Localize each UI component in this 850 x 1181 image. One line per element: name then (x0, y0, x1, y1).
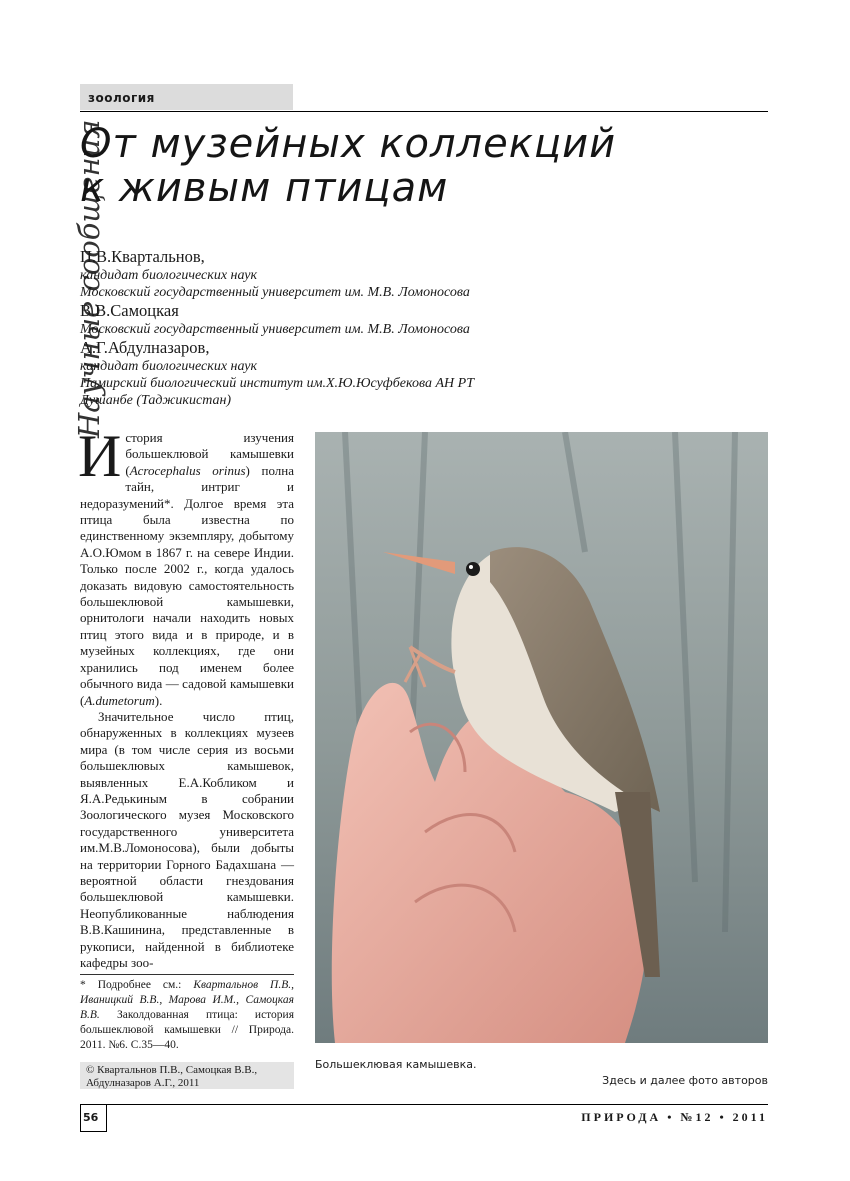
footnote (80, 978, 294, 1053)
page-number: 56 (83, 1111, 99, 1124)
photo-caption: Большеклювая камышевка. (315, 1058, 477, 1071)
author-name: А.Г.Абдулназаров, (80, 338, 210, 357)
title-line-1: От музейных коллекций (80, 121, 617, 167)
footnote-text: Заколдованная птица: история большеклювой камышевки // Природа. 2011. №6. С.35—40. (80, 1009, 294, 1051)
species-name: Acrocephalus orinus (129, 462, 246, 478)
copyright-box: © Квартальнов П.В., Самоцкая В.В., Абдулназаров А.Г., 2011 (80, 1062, 294, 1089)
photo-credit: Здесь и далее фото авторов (602, 1074, 768, 1087)
author-affiliation: Московский государственный университет им. М.В. Ломоносова (80, 322, 470, 337)
author-affiliation: Памирский биологический институт им.Х.Ю.Юсуфбекова АН РТ (80, 376, 474, 391)
article-title (80, 122, 760, 210)
paragraph-text: ) полна тайн, интриг и недоразумений*. Долгое время эта птица была известна по единственному экземпляру, добытому А.О.Юмом в 1867 г. на севере Индии. Только после 2002 г., когда удалось доказать видовую самостоятельность большеклювой камышевки, орнитологи начали находить новых птиц этого вида и в природе, и в музейных коллекциях, где они хранились под именем более обычного вида — садовой камышевки ( (80, 462, 294, 708)
footnote-rule (80, 974, 294, 975)
author-affiliation: кандидат биологических наук (80, 268, 258, 283)
drop-cap: И (78, 423, 122, 489)
section-label-vertical: Научные сообщения (72, 119, 106, 438)
article-body (78, 423, 294, 971)
paragraph-text: ). (154, 692, 163, 708)
paragraph-text: стория изучения большеклювой камышевки ( (125, 430, 294, 478)
journal-issue: ПРИРОДА • №12 • 2011 (581, 1110, 768, 1124)
author-name: П.В.Квартальнов, (80, 247, 205, 266)
paragraph-1 (78, 423, 294, 709)
author-name: В.В.Самоцкая (80, 301, 179, 320)
title-line-2: к живым птицам (80, 165, 449, 211)
bird-on-hand-illustration (315, 432, 768, 1043)
author-affiliation: кандидат биологических наук (80, 359, 258, 374)
authors-block (80, 247, 680, 409)
bird-photo (315, 432, 768, 1043)
footnote-prefix: * Подробнее см.: (80, 979, 194, 991)
footnote-authors: Квартальнов П.В., Иваницкий В.В., Марова И.М., Самоцкая В.В. (80, 979, 294, 1021)
top-rule (80, 111, 768, 112)
author-affiliation: Душанбе (Таджикистан) (80, 393, 232, 408)
paragraph-2: Значительное число птиц, обнаруженных в коллекциях музеев мира (в том числе серия из восьми большеклювых камышевок, выявленных Е.А.Кобликом и Я.А.Редькиным в собрании Зоологического музея Московского государственного университета им.М.В.Ломоносова), были добыты на территории Горного Бадахшана — вероятной области гнездования большеклювой камышевки. Неопубликованные наблюдения В.В.Кашинина, представленные в рукописи, найденной в библиотеке кафедры зоо- (80, 708, 294, 970)
bottom-rule (80, 1104, 768, 1105)
rubric-label: зоология (88, 91, 155, 105)
author-affiliation: Московский государственный университет им. М.В. Ломоносова (80, 285, 470, 300)
species-name: A.dumetorum (84, 692, 155, 708)
